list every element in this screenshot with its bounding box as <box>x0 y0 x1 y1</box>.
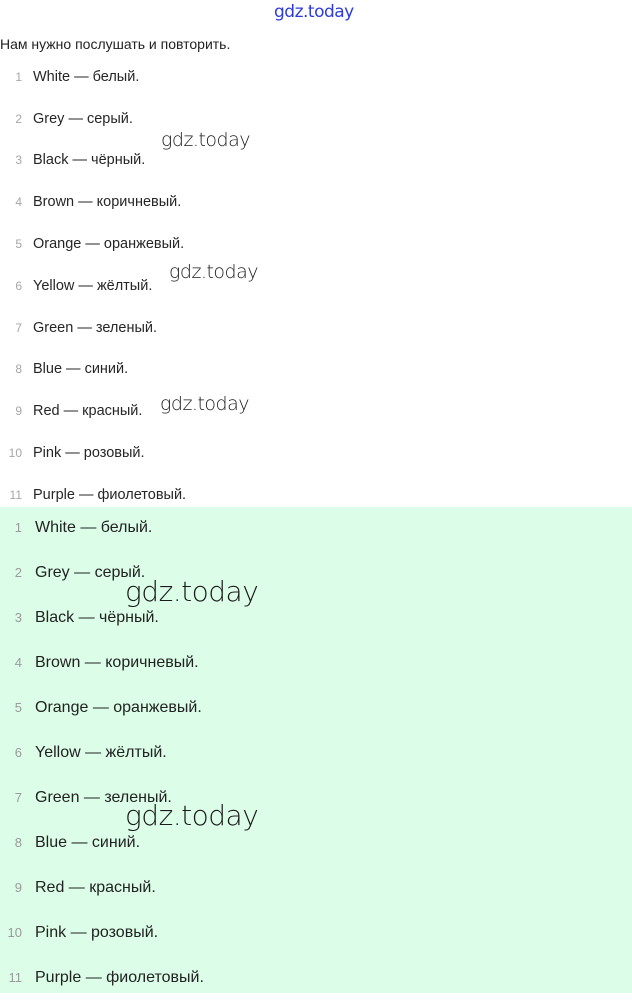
list-item <box>0 640 632 685</box>
item-number: 6 <box>14 745 22 760</box>
item-text: Grey — серый. <box>35 563 146 581</box>
list-item <box>0 181 632 223</box>
item-number: 3 <box>15 153 22 168</box>
item-text: Green — зеленый. <box>35 788 172 806</box>
item-text: Black — чёрный. <box>35 608 159 626</box>
list-item <box>0 56 632 98</box>
item-number: 1 <box>15 69 22 84</box>
watermark: gdz.today <box>169 261 258 283</box>
item-text: Red — красный. <box>35 878 156 896</box>
item-number: 9 <box>15 404 22 419</box>
item-number: 2 <box>15 111 22 126</box>
item-text: White — белый. <box>35 518 153 536</box>
color-list-large <box>0 505 632 1000</box>
item-text: Brown — коричневый. <box>33 194 182 211</box>
item-text: Red — красный. <box>33 403 143 420</box>
item-text: Blue — синий. <box>35 833 141 851</box>
list-item <box>0 98 632 140</box>
watermark: gdz.today <box>160 393 249 415</box>
list-item <box>0 140 632 182</box>
item-text: Black — чёрный. <box>33 152 146 169</box>
item-number: 2 <box>14 565 22 580</box>
list-item <box>0 595 632 640</box>
item-number: 10 <box>8 446 22 461</box>
item-text: Yellow — жёлтый. <box>33 277 153 294</box>
item-number: 11 <box>8 970 22 985</box>
list-item <box>0 685 632 730</box>
list-item <box>0 390 632 432</box>
watermark: gdz.today <box>125 575 259 608</box>
list-item <box>0 820 632 865</box>
color-list-small <box>0 56 632 516</box>
item-number: 1 <box>14 520 22 535</box>
item-number: 7 <box>14 790 22 805</box>
item-text: Blue — синий. <box>33 361 129 378</box>
item-number: 5 <box>15 237 22 252</box>
item-number: 8 <box>14 835 22 850</box>
item-text: Brown — коричневый. <box>35 653 199 671</box>
list-item <box>0 865 632 910</box>
item-text: Purple — фиолетовый. <box>33 486 187 503</box>
item-number: 4 <box>14 655 22 670</box>
list-item <box>0 910 632 955</box>
item-text: Grey — серый. <box>33 110 133 127</box>
list-item <box>0 307 632 349</box>
list-item <box>0 349 632 391</box>
item-text: Pink — розовый. <box>35 923 159 941</box>
item-number: 8 <box>15 362 22 377</box>
item-text: Green — зеленый. <box>33 319 158 336</box>
item-number: 6 <box>15 278 22 293</box>
item-text: Purple — фиолетовый. <box>35 968 204 986</box>
item-number: 11 <box>9 487 22 502</box>
item-number: 7 <box>15 320 22 335</box>
item-text: Orange — оранжевый. <box>33 236 185 253</box>
item-text: Orange — оранжевый. <box>35 698 202 716</box>
item-number: 5 <box>14 700 22 715</box>
item-number: 3 <box>14 610 22 625</box>
item-number: 4 <box>15 195 22 210</box>
item-number: 10 <box>7 925 22 940</box>
list-item <box>0 223 632 265</box>
site-logo[interactable]: gdz.today <box>274 2 354 22</box>
list-item <box>0 550 632 595</box>
list-item <box>0 432 632 474</box>
item-number: 9 <box>14 880 22 895</box>
list-item <box>0 730 632 775</box>
watermark: gdz.today <box>125 799 259 832</box>
list-item <box>0 505 632 550</box>
item-text: White — белый. <box>33 68 140 85</box>
list-item <box>0 265 632 307</box>
list-item <box>0 955 632 1000</box>
item-text: Yellow — жёлтый. <box>35 743 167 761</box>
intro-text: Нам нужно послушать и повторить. <box>0 36 231 52</box>
watermark: gdz.today <box>161 129 250 151</box>
list-item <box>0 775 632 820</box>
item-text: Pink — розовый. <box>33 445 145 462</box>
